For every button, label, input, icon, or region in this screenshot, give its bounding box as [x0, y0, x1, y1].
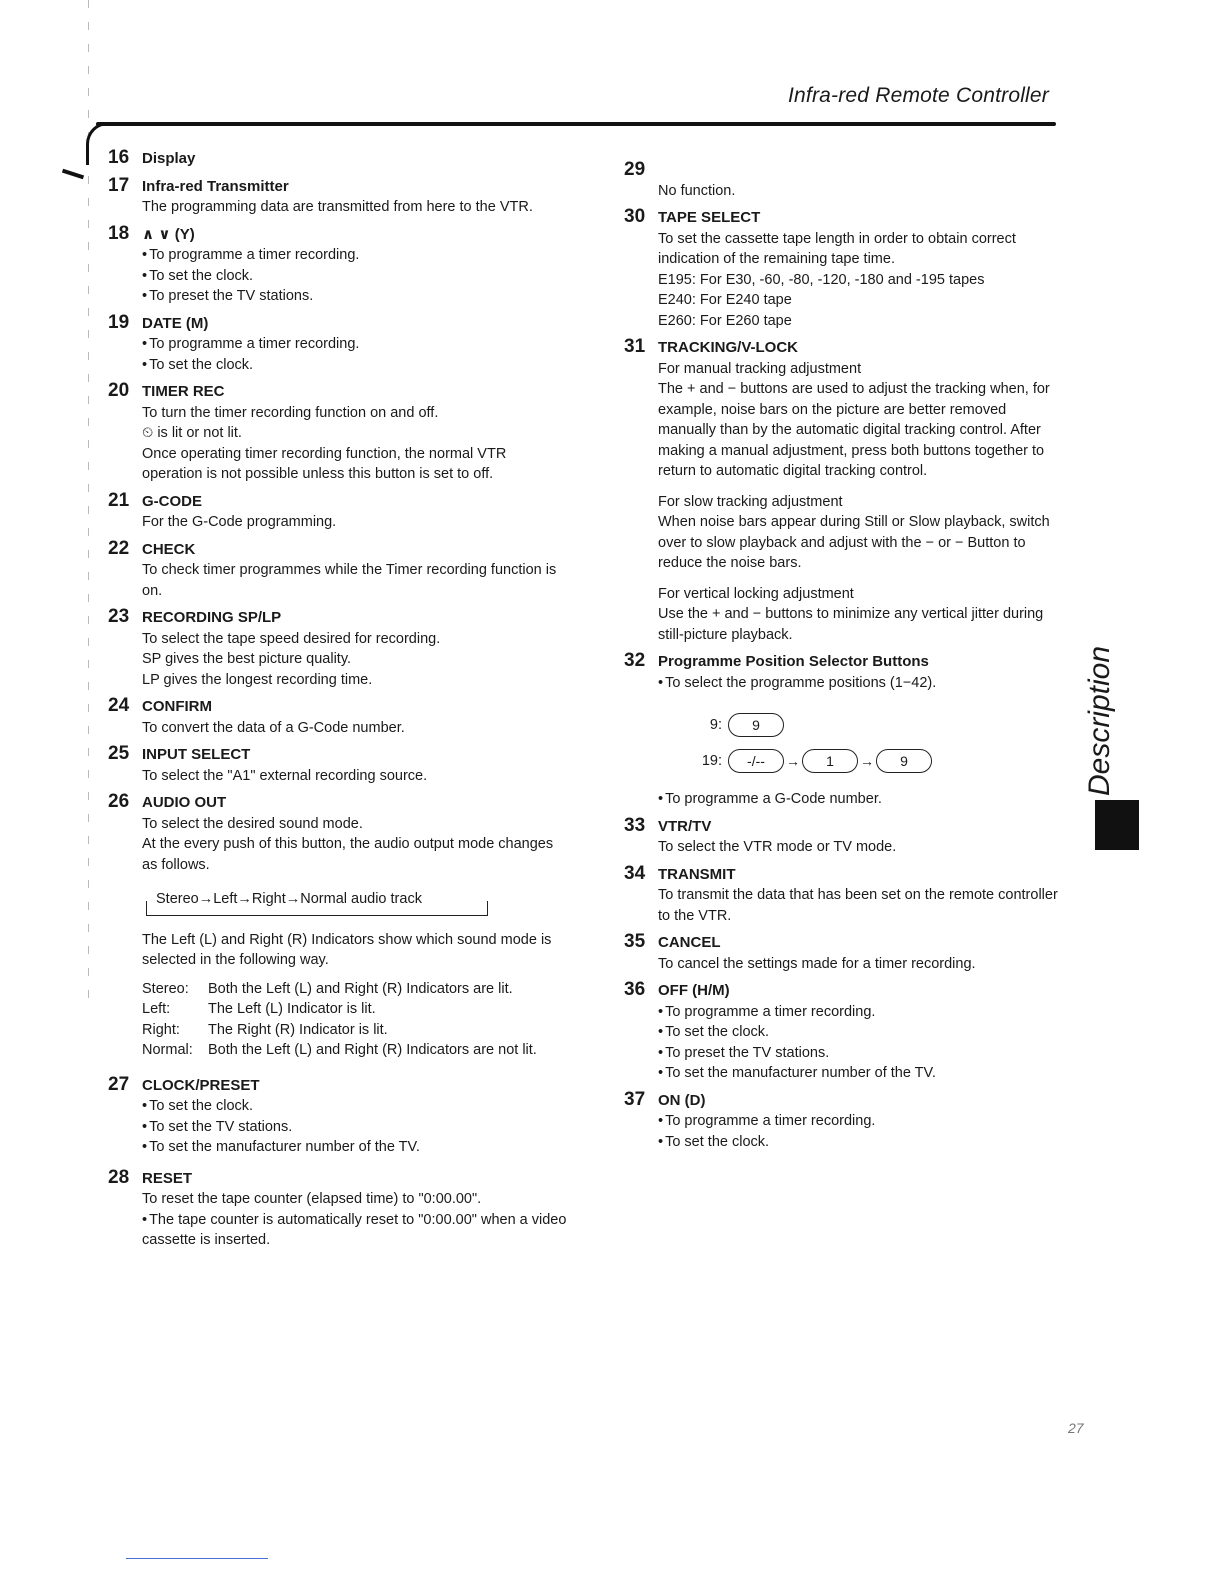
item-body — [108, 197, 568, 218]
item-body — [624, 954, 1064, 975]
item-head — [108, 313, 568, 335]
bullet-line: • To set the clock. — [142, 355, 568, 376]
key-row-label: 19: — [701, 752, 722, 769]
item-25 — [108, 744, 568, 786]
page-header-title: Infra-red Remote Controller — [788, 84, 1049, 107]
item-line: To set the cassette tape length in order to obtain correct indication of the remaining tape time. — [658, 230, 1016, 267]
cycle-return-line — [146, 901, 488, 916]
item-number: 36 — [624, 979, 646, 1000]
item-title: TRACKING/V-LOCK — [658, 339, 798, 356]
item-body — [624, 885, 1064, 926]
audio-mode-desc: The Left (L) Indicator is lit. — [208, 1001, 376, 1017]
item-line: LP gives the longest recording time. — [142, 671, 373, 688]
item-head — [624, 207, 1064, 229]
side-tab-label: Description — [1083, 645, 1117, 797]
item-head — [108, 381, 568, 403]
item-body — [624, 181, 1064, 202]
audio-mode-row — [142, 1040, 568, 1061]
item-27 — [108, 1075, 568, 1158]
item-head — [108, 607, 568, 629]
side-tab-marker — [1095, 800, 1139, 850]
item-line: To transmit the data that has been set on the remote controller to the VTR. — [658, 887, 1058, 924]
bullet-line: • The tape counter is automatically reset to "0:00.00" when a video cassette is inserted. — [142, 1210, 568, 1251]
item-number: 22 — [108, 537, 130, 559]
page-number: 27 — [1068, 1420, 1084, 1436]
item-number: 31 — [624, 336, 646, 357]
item-number: 27 — [108, 1073, 130, 1095]
item-line: To turn the timer recording function on and off. — [142, 404, 439, 421]
item-32 — [624, 651, 1064, 810]
item-19 — [108, 313, 568, 376]
item-line: The Left (L) and Right (R) Indicators show which sound mode is selected in the following way. — [142, 931, 552, 968]
item-body — [624, 837, 1064, 858]
item-title: TRANSMIT — [658, 865, 736, 883]
item-head — [108, 696, 568, 718]
key-row-label: 9: — [709, 716, 722, 733]
para-heading: For manual tracking adjustment — [658, 360, 862, 377]
bullet-line: • To preset the TV stations. — [658, 1043, 1064, 1064]
item-line: To cancel the settings made for a timer recording. — [658, 955, 976, 972]
item-title: CANCEL — [658, 934, 721, 951]
bullet-line: • To set the manufacturer number of the TV. — [658, 1063, 1064, 1084]
footer-line — [126, 1558, 268, 1559]
para-text: The + and − buttons are used to adjust the tracking when, for example, noise bars on the picture are better removed manually than by the automatic digital tracking control. After making a manual adjustment, press both buttons together to return to automatic digital tracking control. — [658, 381, 1050, 479]
item-line: No function. — [658, 182, 736, 199]
item-title: ON (D) — [658, 1091, 706, 1109]
item-line: E240: For E240 tape — [658, 292, 792, 308]
item-body — [624, 1111, 1064, 1152]
item-35 — [624, 932, 1064, 974]
para-text: Use the + and − buttons to minimize any vertical jitter during still-picture playback. — [658, 606, 1044, 643]
side-tab — [1083, 640, 1129, 810]
bullet-line: • To programme a timer recording. — [142, 245, 568, 266]
item-title: Display — [142, 150, 196, 167]
item-line: To check timer programmes while the Timer recording function is on. — [142, 562, 557, 599]
item-number: 32 — [624, 650, 646, 671]
item-22 — [108, 539, 568, 602]
item-number: 35 — [624, 931, 646, 952]
item-body — [108, 245, 568, 307]
item-line: SP gives the best picture quality. — [142, 651, 352, 667]
item-line: For the G-Code programming. — [142, 514, 337, 530]
right-column — [624, 160, 1064, 1158]
key-sequence-diagram — [678, 707, 1064, 779]
item-number: 20 — [108, 380, 130, 401]
item-title: DATE (M) — [142, 314, 209, 332]
item-line: E260: For E260 tape — [658, 312, 792, 329]
item-body — [624, 1002, 1064, 1084]
item-head — [624, 1090, 1064, 1112]
item-line: To select the tape speed desired for recording. — [142, 630, 441, 647]
item-title: TIMER REC — [142, 383, 225, 400]
item-33 — [624, 816, 1064, 858]
key-1-icon: 1 — [802, 749, 858, 773]
left-column — [108, 148, 568, 1257]
item-number: 17 — [108, 174, 130, 196]
audio-mode-name: Stereo: — [142, 980, 189, 997]
item-line: To reset the tape counter (elapsed time) to "0:00.00". — [142, 1191, 482, 1207]
item-18 — [108, 224, 568, 307]
audio-mode-row — [142, 979, 568, 1000]
item-line: To select the desired sound mode. — [142, 815, 363, 832]
item-title: CONFIRM — [142, 698, 212, 715]
item-title: VTR/TV — [658, 817, 712, 835]
item-line: To select the VTR mode or TV mode. — [658, 839, 897, 855]
item-title: RESET — [142, 1169, 193, 1187]
audio-mode-desc: Both the Left (L) and Right (R) Indicators are lit. — [208, 980, 513, 997]
item-16 — [108, 148, 568, 170]
item-23 — [108, 607, 568, 690]
item-body — [108, 403, 568, 485]
audio-mode-table — [142, 979, 568, 1061]
item-head — [624, 864, 1064, 886]
header-rule — [96, 122, 1056, 126]
right-top-list — [624, 160, 1064, 331]
item-body — [108, 334, 568, 375]
item-20 — [108, 381, 568, 485]
audio-mode-name: Left: — [142, 1001, 171, 1017]
key-dash-icon: -/-- — [728, 749, 784, 773]
bullet-line: • To set the clock. — [142, 266, 568, 287]
item-number: 24 — [108, 695, 130, 716]
item-title: OFF (H/M) — [658, 982, 730, 999]
arrow-right-icon: → — [786, 752, 800, 769]
item-number: 33 — [624, 814, 646, 836]
item-head — [624, 160, 1064, 181]
bullet-line: • To programme a timer recording. — [658, 1111, 1064, 1132]
item-body — [108, 629, 568, 691]
audio-cycle-diagram — [146, 885, 476, 916]
item-line: Once operating timer recording function, the normal VTR operation is not possible unless this button is set to off. — [142, 445, 507, 482]
item-title: RECORDING SP/LP — [142, 609, 282, 626]
bullet-line: • To programme a timer recording. — [142, 334, 568, 355]
item-title: INPUT SELECT — [142, 746, 251, 763]
key-9-icon: 9 — [876, 749, 932, 773]
item-head — [624, 932, 1064, 954]
item-number: 29 — [624, 159, 646, 180]
item-body — [108, 766, 568, 787]
item-title: AUDIO OUT — [142, 794, 227, 811]
item-head — [624, 980, 1064, 1002]
item-number: 28 — [108, 1166, 130, 1188]
item-body — [108, 560, 568, 601]
item-number: 26 — [108, 791, 130, 812]
item-number: 25 — [108, 743, 130, 764]
item-37 — [624, 1090, 1064, 1153]
item-line: ⏲ is lit or not lit. — [142, 425, 242, 441]
para-heading: For vertical locking adjustment — [658, 585, 854, 602]
item-29 — [624, 160, 1064, 201]
item-title: CHECK — [142, 540, 196, 558]
bullet-line: • To select the programme positions (1−42). — [658, 673, 1064, 694]
audio-mode-row — [142, 999, 568, 1020]
bullet-line: • To set the clock. — [658, 1132, 1064, 1153]
bullet-line: • To set the clock. — [142, 1096, 568, 1117]
audio-mode-name: Right: — [142, 1021, 180, 1038]
para-heading: For slow tracking adjustment — [658, 493, 843, 510]
arrow-right-icon: → — [860, 752, 874, 769]
item-title: G-CODE — [142, 492, 202, 510]
right-bottom-list — [624, 816, 1064, 1153]
item-head — [108, 224, 568, 246]
bullet-line: • To set the clock. — [658, 1022, 1064, 1043]
bullet-line: • To set the TV stations. — [142, 1117, 568, 1138]
bullet-line: • To set the manufacturer number of the TV. — [142, 1137, 568, 1158]
audio-mode-desc: The Right (R) Indicator is lit. — [208, 1021, 388, 1038]
item-head — [624, 816, 1064, 838]
bullet-line: • To preset the TV stations. — [142, 286, 568, 307]
audio-mode-row — [142, 1020, 568, 1041]
item-36 — [624, 980, 1064, 1084]
item-line: To convert the data of a G-Code number. — [142, 719, 405, 736]
item-number: 16 — [108, 147, 130, 168]
item-26 — [108, 792, 568, 1061]
item-title: Programme Position Selector Buttons — [658, 653, 929, 670]
key-9-icon: 9 — [728, 713, 784, 737]
bullet-line: • To programme a timer recording. — [658, 1002, 1064, 1023]
margin-tick — [62, 169, 84, 180]
item-head — [108, 176, 568, 198]
item-line: The programming data are transmitted from here to the VTR. — [142, 199, 533, 215]
audio-cycle-text: Stereo→Left→Right→Normal audio track — [156, 891, 422, 907]
item-24 — [108, 696, 568, 738]
item-number: 30 — [624, 206, 646, 227]
item-30 — [624, 207, 1064, 331]
audio-mode-desc: Both the Left (L) and Right (R) Indicators are not lit. — [208, 1042, 537, 1058]
key-row-9 — [678, 707, 1064, 743]
item-line: E195: For E30, -60, -80, -120, -180 and -195 tapes — [658, 271, 985, 288]
left-item-list — [108, 148, 568, 786]
item-body — [108, 512, 568, 533]
item-head — [108, 539, 568, 561]
item-17 — [108, 176, 568, 218]
item-head — [108, 148, 568, 170]
item-title: TAPE SELECT — [658, 209, 761, 226]
item-line: To select the "A1" external recording source. — [142, 767, 428, 784]
item-34 — [624, 864, 1064, 927]
audio-mode-name: Normal: — [142, 1042, 193, 1058]
item-head — [108, 491, 568, 513]
item-number: 19 — [108, 311, 130, 333]
item-number: 37 — [624, 1088, 646, 1110]
item-number: 18 — [108, 222, 130, 244]
item-number: 21 — [108, 489, 130, 511]
key-row-19 — [678, 743, 1064, 779]
item-body — [108, 718, 568, 739]
item-28 — [108, 1168, 568, 1251]
item-title: Infra-red Transmitter — [142, 177, 289, 195]
item-number: 23 — [108, 606, 130, 627]
item-21 — [108, 491, 568, 533]
item-title: ∧ ∨ (Y) — [142, 225, 195, 243]
item-body — [624, 229, 1064, 332]
item-head — [108, 744, 568, 766]
item-31 — [624, 337, 1064, 645]
item-title: CLOCK/PRESET — [142, 1076, 260, 1094]
item-number: 34 — [624, 862, 646, 884]
item-line: At the every push of this button, the audio output mode changes as follows. — [142, 836, 554, 873]
bullet-line: • To programme a G-Code number. — [658, 789, 1064, 810]
para-text: When noise bars appear during Still or Slow playback, switch over to slow playback and adjust with the − or − Button to reduce the noise bars. — [658, 514, 1050, 571]
